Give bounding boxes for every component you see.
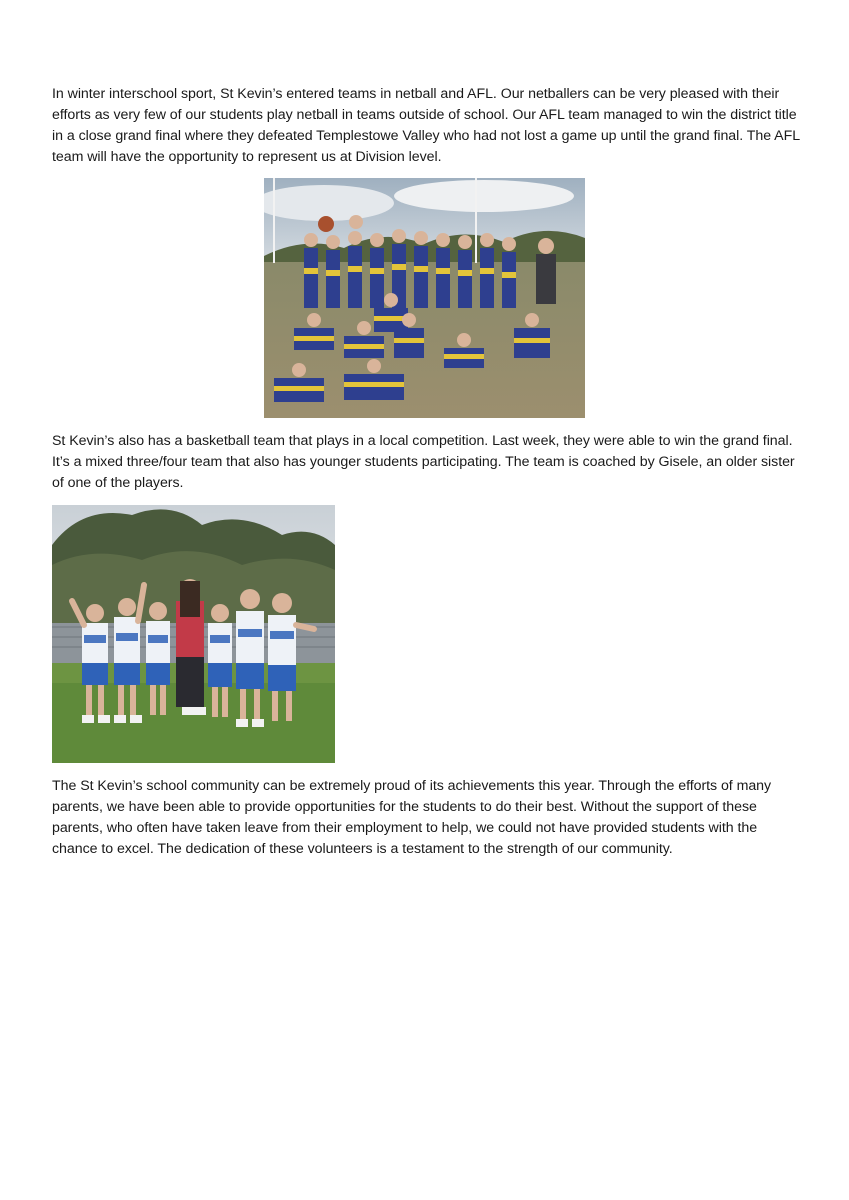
paragraph-community: The St Kevin’s school community can be extremely proud of its achievements this year. Through the efforts of many parents, we have been able to provide opportunities for the students to do their best. Without the support of these parents, who often have taken leave from their employment to help, we could not have provided students with the chance to excel. The dedication of these volunteers is a testament to the strength of our community. (52, 778, 772, 857)
afl-team-photo (264, 178, 585, 418)
basketball-team-photo (52, 505, 335, 763)
basketball-team-photo-drawing (52, 505, 335, 763)
paragraph-winter-sport: In winter interschool sport, St Kevin’s entered teams in netball and AFL. Our netballers can be very pleased with their efforts as very few of our students play netball in teams outside of school. Our AFL team managed to win the district title in a close grand final where they defeated Templestowe Valley who had not lost a game up until the grand final. The AFL team will have the opportunity to represent us at Division level. (52, 86, 800, 165)
afl-team-photo-drawing (264, 178, 585, 418)
paragraph-basketball: St Kevin’s also has a basketball team that plays in a local competition. Last week, they were able to win the grand final. It’s a mixed three/four team that also has younger students participating. The team is coached by Gisele, an older sister of one of the players. (52, 433, 795, 491)
